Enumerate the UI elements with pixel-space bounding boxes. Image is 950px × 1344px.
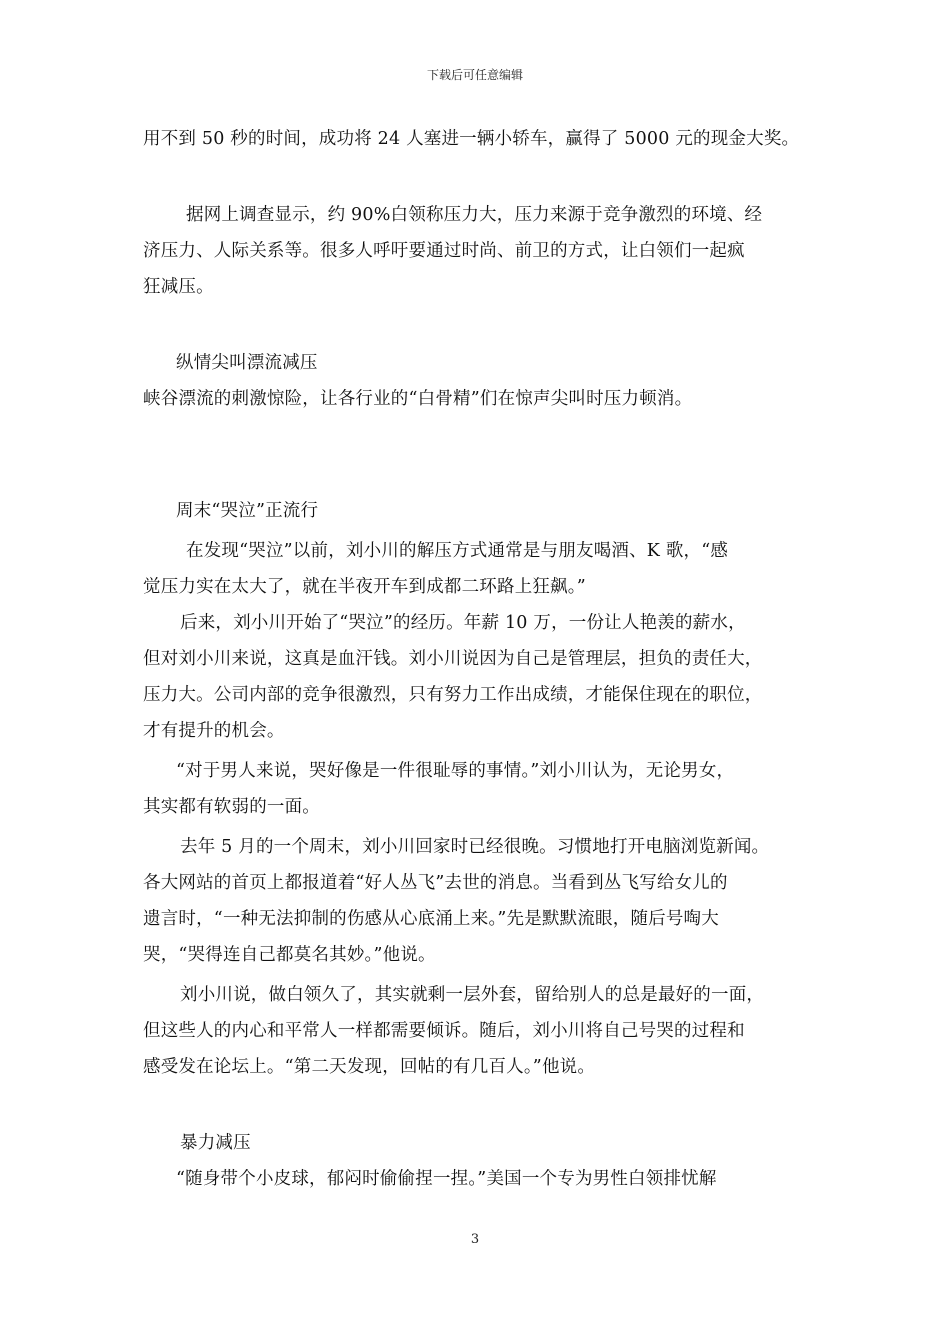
- text-line: 但对刘小川来说，这真是血汗钱。刘小川说因为自己是管理层，担负的责任大，: [143, 649, 763, 669]
- text-line: 压力大。公司内部的竞争很激烈，只有努力工作出成绩，才能保住现在的职位，: [143, 685, 763, 705]
- text-line: 才有提升的机会。: [143, 721, 285, 741]
- text-line: 哭，“哭得连自己都莫名其妙。”他说。: [143, 945, 436, 965]
- text-line: 各大网站的首页上都报道着“好人丛飞”去世的消息。当看到丛飞写给女儿的: [143, 873, 728, 893]
- text-line: 用不到 50 秒的时间，成功将 24 人塞进一辆小轿车，赢得了 5000 元的现金大奖。: [143, 129, 800, 149]
- text-line: 觉压力实在太大了，就在半夜开车到成都二环路上狂飙。”: [143, 577, 586, 597]
- text-line: 狂减压。: [143, 277, 214, 297]
- page-number: 3: [470, 1232, 480, 1247]
- text-line: “随身带个小皮球，郁闷时偷偷捏一捏。”美国一个专为男性白领排忧解: [176, 1169, 717, 1189]
- text-line: 刘小川说，做白领久了，其实就剩一层外套，留给别人的总是最好的一面，: [180, 985, 765, 1005]
- section-heading: 纵情尖叫漂流减压: [176, 353, 318, 373]
- text-line: 感受发在论坛上。“第二天发现，回帖的有几百人。”他说。: [143, 1057, 596, 1077]
- text-line: 其实都有软弱的一面。: [143, 797, 320, 817]
- text-line: 但这些人的内心和平常人一样都需要倾诉。随后，刘小川将自己号哭的过程和: [143, 1021, 745, 1041]
- section-heading: 周末“哭泣”正流行: [176, 501, 319, 521]
- text-line: 据网上调查显示，约 90%白领称压力大，压力来源于竞争激烈的环境、经: [186, 205, 763, 225]
- page-header: 下载后可任意编辑: [426, 68, 523, 82]
- text-line: 遗言时，“一种无法抑制的伤感从心底涌上来。”先是默默流眼，随后号啕大: [143, 909, 719, 929]
- text-line: 去年 5 月的一个周末，刘小川回家时已经很晚。习惯地打开电脑浏览新闻。: [180, 837, 770, 857]
- section-heading: 暴力减压: [180, 1133, 251, 1153]
- text-line: 在发现“哭泣”以前，刘小川的解压方式通常是与朋友喝酒、K 歌，“感: [186, 541, 729, 561]
- text-line: 后来，刘小川开始了“哭泣”的经历。年薪 10 万，一份让人艳羡的薪水，: [180, 613, 746, 633]
- text-line: 峡谷漂流的刺激惊险，让各行业的“白骨精”们在惊声尖叫时压力顿消。: [143, 389, 693, 409]
- text-line: 济压力、人际关系等。很多人呼吁要通过时尚、前卫的方式，让白领们一起疯: [143, 241, 745, 261]
- text-line: “对于男人来说，哭好像是一件很耻辱的事情。”刘小川认为，无论男女，: [176, 761, 735, 781]
